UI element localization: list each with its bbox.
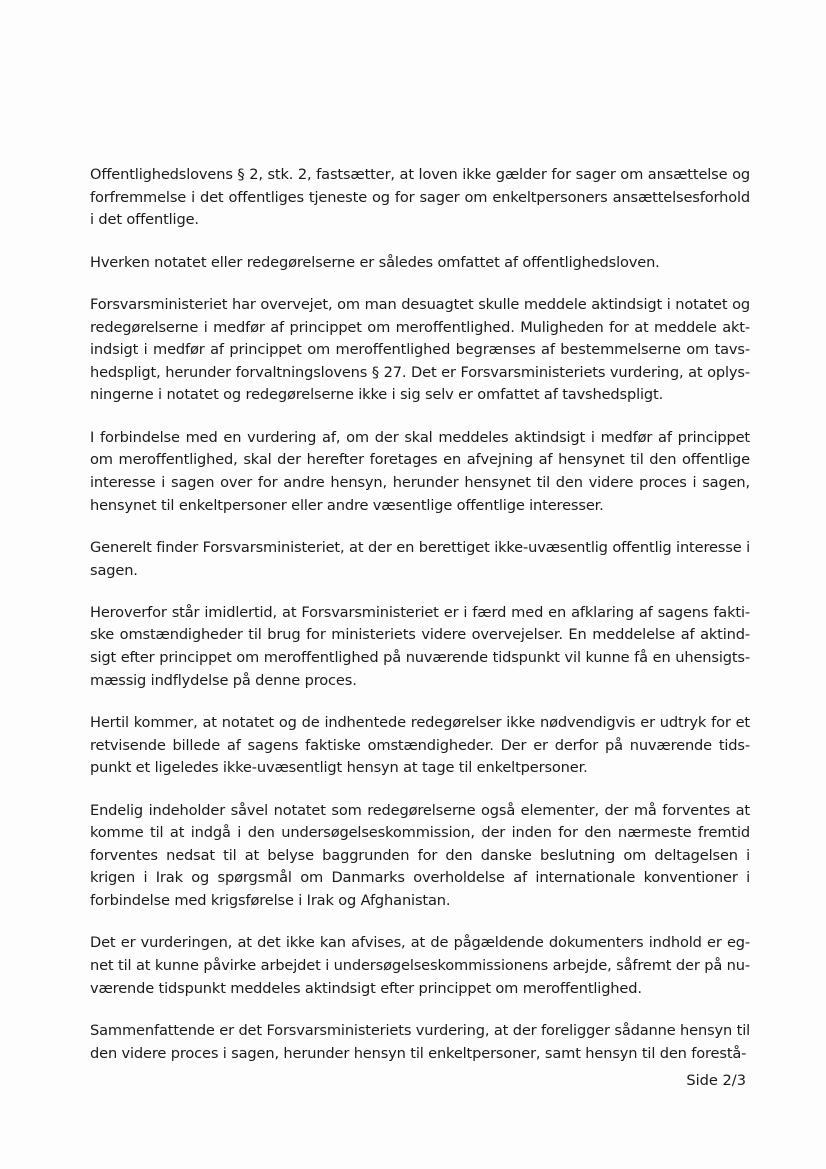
- paragraph: Generelt finder Forsvarsministeriet, at der en berettiget ikke-uvæsentlig offentlig interesse i sagen.: [90, 538, 750, 579]
- paragraph: Endelig indeholder såvel notatet som redegørelserne også elementer, der må forventes at komme til at indgå i den undersøgelseskommission, der inden for den nærmeste fremtid forventes nedsat til at belyse baggrunden for den danske beslutning om deltagelsen i krigen i Irak og spørgsmål om Danmarks overholdelse af internationale konventioner i forbindelse med krigsførelse i Irak og Afghanistan.: [90, 801, 750, 910]
- document-body: [90, 164, 750, 1085]
- paragraph: Det er vurderingen, at det ikke kan afvises, at de pågældende dokumenters indhold er eg-net til at kunne påvirke arbejdet i undersøgelseskommissionens arbejde, såfremt der på nu-værende tidspunkt meddeles aktindsigt efter princippet om meroffentlighed.: [90, 934, 750, 997]
- paragraph: Offentlighedslovens § 2, stk. 2, fastsætter, at loven ikke gælder for sager om ansættelse og forfremmelse i det offentliges tjeneste og for sager om enkeltpersoners ansættelsesforhold i det offentlige.: [90, 166, 750, 229]
- paragraph: I forbindelse med en vurdering af, om der skal meddeles aktindsigt i medfør af princippet om meroffentlighed, skal der herefter foretages en afvejning af hensynet til den offentlige interesse i sagen over for andre hensyn, herunder hensynet til den videre proces i sagen, hensynet til enkeltpersoner eller andre væsentlige offentlige interesser.: [90, 428, 750, 514]
- paragraph: Forsvarsministeriet har overvejet, om man desuagtet skulle meddele aktindsigt i notatet og redegørelserne i medfør af princippet om meroffentlighed. Muligheden for at meddele akt-indsigt i medfør af princippet om meroffentlighed begrænses af bestemmelserne om tavs-hedspligt, herunder forvaltningslovens § 27. Det er Forsvarsministeriets vurdering, at oplys-ningerne i notatet og redegørelserne ikke i sig selv er omfattet af tavshedspligt.: [90, 295, 750, 404]
- paragraph: Hertil kommer, at notatet og de indhentede redegørelser ikke nødvendigvis er udtryk for et retvisende billede af sagens faktiske omstændigheder. Der er derfor på nuværende tids-punkt et ligeledes ikke-uvæsentligt hensyn at tage til enkeltpersoner.: [90, 714, 750, 777]
- paragraph: Hverken notatet eller redegørelserne er således omfattet af offentlighedsloven.: [90, 253, 660, 271]
- page-number: Side 2/3: [686, 1072, 746, 1089]
- paragraph: Heroverfor står imidlertid, at Forsvarsministeriet er i færd med en afklaring af sagens fakti-ske omstændigheder til brug for ministeriets videre overvejelser. En meddelelse af aktind-sigt efter princippet om meroffentlighed på nuværende tidspunkt vil kunne få en uhensigts-mæssig indflydelse på denne proces.: [90, 603, 750, 689]
- paragraph: Sammenfattende er det Forsvarsministeriets vurdering, at der foreligger sådanne hensyn til den videre proces i sagen, herunder hensyn til enkeltpersoner, samt hensyn til den forestå-: [90, 1021, 750, 1062]
